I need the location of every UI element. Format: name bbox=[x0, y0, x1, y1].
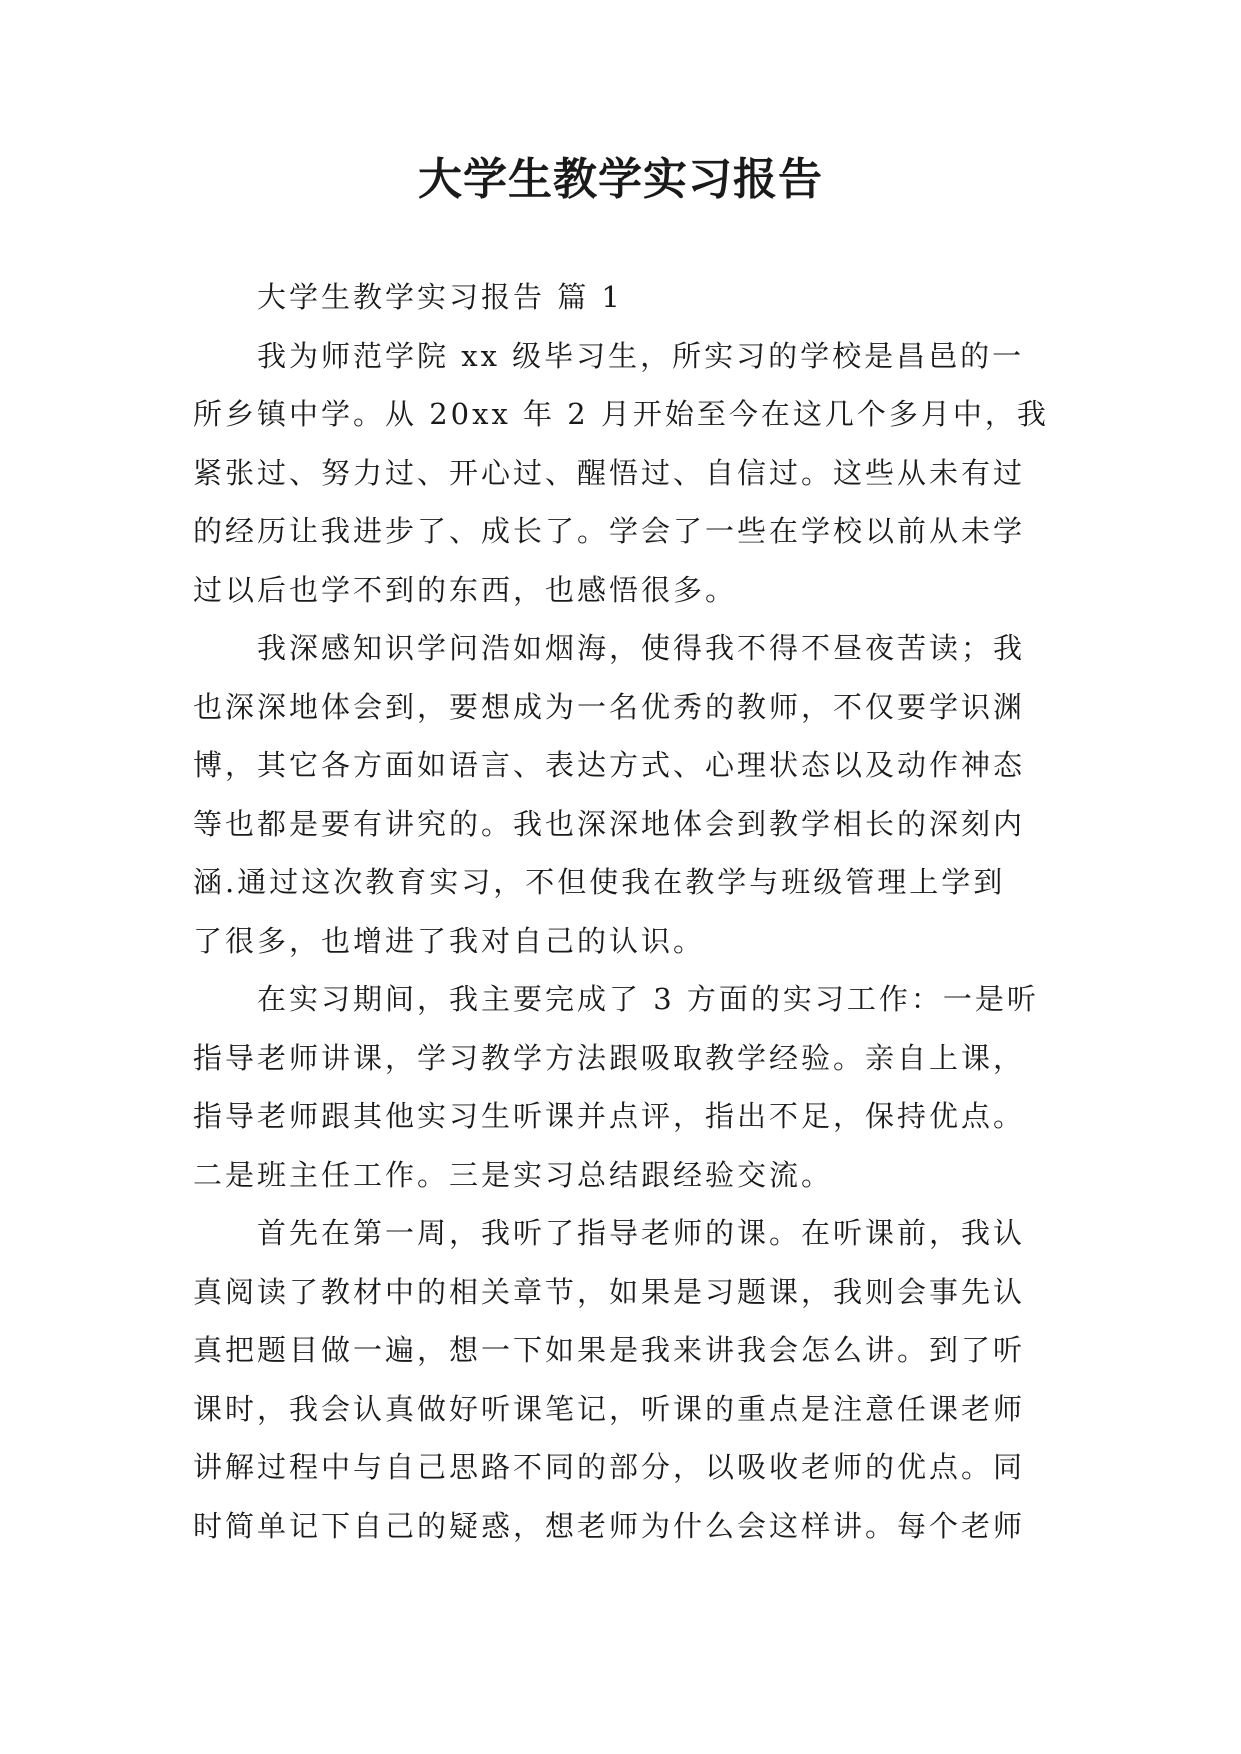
paragraph-line: 真把题目做一遍，想一下如果是我来讲我会怎么讲。到了听 bbox=[193, 1333, 1026, 1367]
paragraph-line: 我为师范学院 xx 级毕习生，所实习的学校是昌邑的一 bbox=[257, 338, 1025, 373]
section-heading-block bbox=[193, 268, 1063, 327]
paragraph-line: 二是班主任工作。三是实习总结跟经验交流。 bbox=[193, 1157, 834, 1192]
paragraph-line: 在实习期间，我主要完成了 3 方面的实习工作：一是听 bbox=[257, 982, 1039, 1016]
paragraph-line: 指导老师讲课，学习教学方法跟吸取教学经验。亲自上课， bbox=[193, 1040, 1026, 1075]
paragraph-line: 首先在第一周，我听了指导老师的课。在听课前，我认 bbox=[257, 1216, 1026, 1250]
paragraph-2 bbox=[193, 619, 1063, 970]
paragraph-1 bbox=[193, 327, 1063, 620]
paragraph-line: 我深感知识学问浩如烟海，使得我不得不昼夜苦读；我 bbox=[257, 631, 1026, 665]
paragraph-line: 等也都是要有讲究的。我也深深地体会到教学相长的深刻内 bbox=[193, 806, 1026, 841]
paragraph-4 bbox=[193, 1204, 1063, 1555]
paragraph-line: 讲解过程中与自己思路不同的部分，以吸收老师的优点。同 bbox=[193, 1450, 1026, 1484]
paragraph-line: 也深深地体会到，要想成为一名优秀的教师，不仅要学识渊 bbox=[193, 689, 1026, 724]
paragraph-line: 涵.通过这次教育实习，不但使我在教学与班级管理上学到 bbox=[193, 865, 1006, 899]
paragraph-line: 所乡镇中学。从 20xx 年 2 月开始至今在这几个多月中，我 bbox=[193, 397, 1049, 431]
paragraph-line: 了很多，也增进了我对自己的认识。 bbox=[193, 923, 706, 958]
paragraph-line: 课时，我会认真做好听课笔记，听课的重点是注意任课老师 bbox=[193, 1391, 1026, 1426]
paragraph-line: 紧张过、努力过、开心过、醒悟过、自信过。这些从未有过 bbox=[193, 455, 1026, 490]
paragraph-line: 过以后也学不到的东西，也感悟很多。 bbox=[193, 572, 738, 607]
paragraph-line: 真阅读了教材中的相关章节，如果是习题课，我则会事先认 bbox=[193, 1274, 1026, 1309]
paragraph-line: 博，其它各方面如语言、表达方式、心理状态以及动作神态 bbox=[193, 748, 1026, 782]
paragraph-3 bbox=[193, 970, 1063, 1204]
section-heading: 大学生教学实习报告 篇 1 bbox=[257, 280, 623, 314]
document-body bbox=[193, 268, 1063, 1555]
document-title: 大学生教学实习报告 bbox=[418, 154, 823, 205]
paragraph-line: 指导老师跟其他实习生听课并点评，指出不足，保持优点。 bbox=[193, 1099, 1026, 1133]
paragraph-line: 的经历让我进步了、成长了。学会了一些在学校以前从未学 bbox=[193, 514, 1026, 548]
paragraph-line: 时简单记下自己的疑惑，想老师为什么会这样讲。每个老师 bbox=[193, 1508, 1026, 1543]
